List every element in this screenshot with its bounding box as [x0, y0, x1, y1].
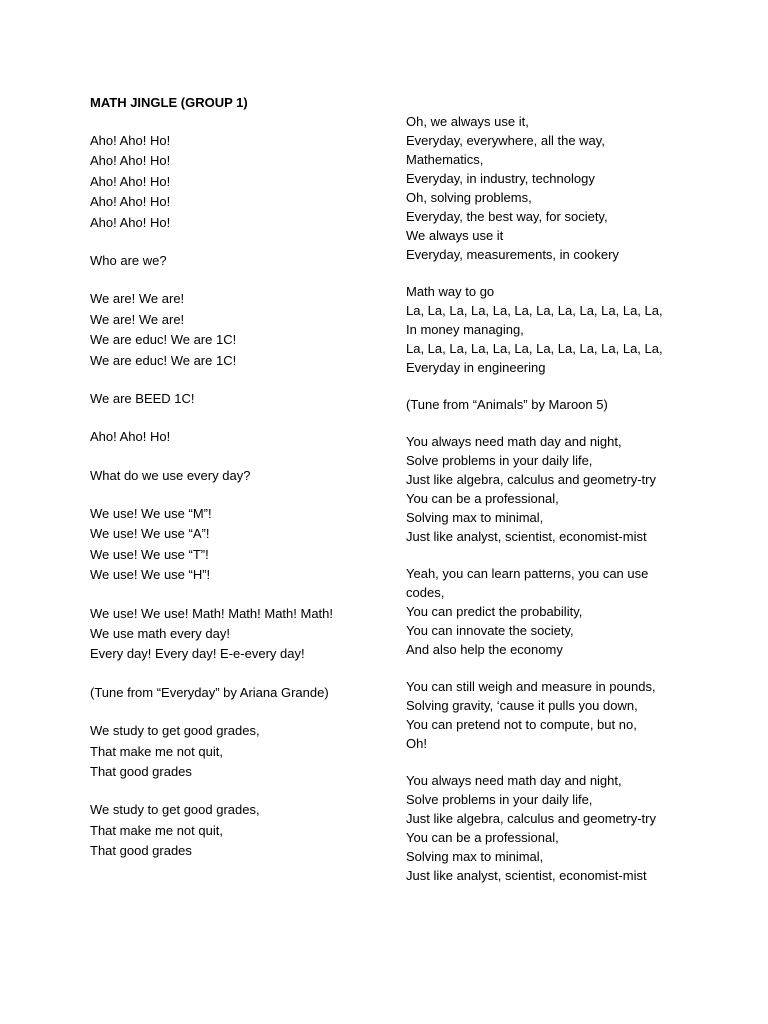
lyric-line: We use! We use “A”! — [90, 526, 210, 542]
lyric-line: You can be a professional, — [406, 830, 559, 845]
lyric-line: You can be a professional, — [406, 491, 559, 506]
lyric-line: Everyday, everywhere, all the way, — [406, 133, 605, 148]
stanza — [90, 800, 390, 861]
stanza — [90, 251, 390, 271]
lyric-line: You can pretend not to compute, but no, — [406, 717, 637, 732]
lyric-line: We use math every day! — [90, 626, 230, 642]
lyric-line: In money managing, — [406, 322, 524, 337]
left-column — [90, 131, 390, 880]
lyric-line: Just like analyst, scientist, economist-mist — [406, 868, 647, 883]
lyric-line: Aho! Aho! Ho! — [90, 133, 171, 148]
lyric-line: (Tune from “Animals” by Maroon 5) — [406, 397, 608, 412]
lyric-line: We use! We use “H”! — [90, 567, 211, 583]
stanza — [90, 427, 390, 447]
stanza — [406, 771, 706, 885]
lyric-line: Everyday, the best way, for society, — [406, 209, 608, 224]
lyric-line: Solving max to minimal, — [406, 849, 544, 864]
lyric-line: Just like algebra, calculus and geometry-try — [406, 811, 657, 826]
stanza — [90, 683, 390, 703]
lyric-line: Just like algebra, calculus and geometry-try — [406, 472, 657, 487]
lyric-line: That make me not quit, — [90, 822, 223, 838]
stanza — [90, 504, 390, 586]
lyric-line: Yeah, you can learn patterns, you can use — [406, 566, 649, 581]
lyric-line: You can predict the probability, — [406, 604, 583, 619]
lyric-line: La, La, La, La, La, La, La, La, La, La, La, La, — [406, 303, 663, 318]
stanza — [90, 389, 390, 409]
lyric-line: You always need math day and night, — [406, 773, 622, 788]
lyric-line: (Tune from “Everyday” by Ariana Grande) — [90, 684, 329, 700]
lyric-line: Aho! Aho! Ho! — [90, 429, 171, 445]
stanza — [90, 466, 390, 486]
lyric-line: Just like analyst, scientist, economist-mist — [406, 529, 647, 544]
lyric-line: You always need math day and night, — [406, 434, 622, 449]
lyric-line: codes, — [406, 585, 445, 600]
lyric-line: Every day! Every day! E-e-every day! — [90, 646, 305, 662]
stanza — [90, 289, 390, 371]
lyric-line: That good grades — [90, 763, 192, 779]
stanza — [90, 131, 390, 233]
lyric-line: We are educ! We are 1C! — [90, 332, 237, 348]
lyric-line: That make me not quit, — [90, 743, 223, 759]
lyric-line: Oh, we always use it, — [406, 114, 529, 129]
lyric-line: Everyday, in industry, technology — [406, 171, 595, 186]
right-column — [406, 112, 706, 903]
stanza — [406, 564, 706, 659]
stanza — [90, 721, 390, 782]
lyric-line: Oh! — [406, 736, 427, 751]
lyric-line: We are! We are! — [90, 311, 185, 327]
lyric-line: Math way to go — [406, 284, 495, 299]
lyric-line: We always use it — [406, 228, 504, 243]
stanza — [406, 432, 706, 546]
stanza — [90, 604, 390, 665]
lyric-line: We are! We are! — [90, 291, 185, 307]
lyric-line: Solve problems in your daily life, — [406, 792, 593, 807]
lyric-line: We are educ! We are 1C! — [90, 352, 237, 368]
lyric-line: That good grades — [90, 843, 192, 859]
lyric-line: And also help the economy — [406, 642, 563, 657]
lyric-line: You can innovate the society, — [406, 623, 574, 638]
lyric-line: You can still weigh and measure in pounds, — [406, 679, 656, 694]
lyric-line: Solve problems in your daily life, — [406, 453, 593, 468]
lyric-line: Solving gravity, ‘cause it pulls you down, — [406, 698, 638, 713]
lyric-line: Aho! Aho! Ho! — [90, 194, 171, 210]
stanza — [406, 112, 706, 264]
document-title: MATH JINGLE (GROUP 1) — [90, 95, 248, 110]
lyric-line: We use! We use “T”! — [90, 546, 209, 562]
lyric-line: We are BEED 1C! — [90, 390, 195, 406]
lyric-line: What do we use every day? — [90, 467, 251, 483]
lyric-line: We use! We use! Math! Math! Math! Math! — [90, 605, 334, 621]
lyric-line: We study to get good grades, — [90, 723, 260, 739]
lyric-line: We use! We use “M”! — [90, 506, 212, 522]
lyric-line: Who are we? — [90, 252, 167, 268]
lyric-line: Everyday in engineering — [406, 360, 546, 375]
lyric-line: Aho! Aho! Ho! — [90, 153, 171, 169]
lyric-line: We study to get good grades, — [90, 802, 260, 818]
lyric-line: Aho! Aho! Ho! — [90, 214, 171, 230]
lyric-line: Aho! Aho! Ho! — [90, 173, 171, 189]
lyric-line: Solving max to minimal, — [406, 510, 544, 525]
stanza — [406, 282, 706, 377]
stanza — [406, 677, 706, 753]
stanza — [406, 395, 706, 414]
lyric-line: Everyday, measurements, in cookery — [406, 247, 619, 262]
lyric-line: La, La, La, La, La, La, La, La, La, La, La, La, — [406, 341, 663, 356]
lyric-line: Oh, solving problems, — [406, 190, 532, 205]
lyric-line: Mathematics, — [406, 152, 484, 167]
